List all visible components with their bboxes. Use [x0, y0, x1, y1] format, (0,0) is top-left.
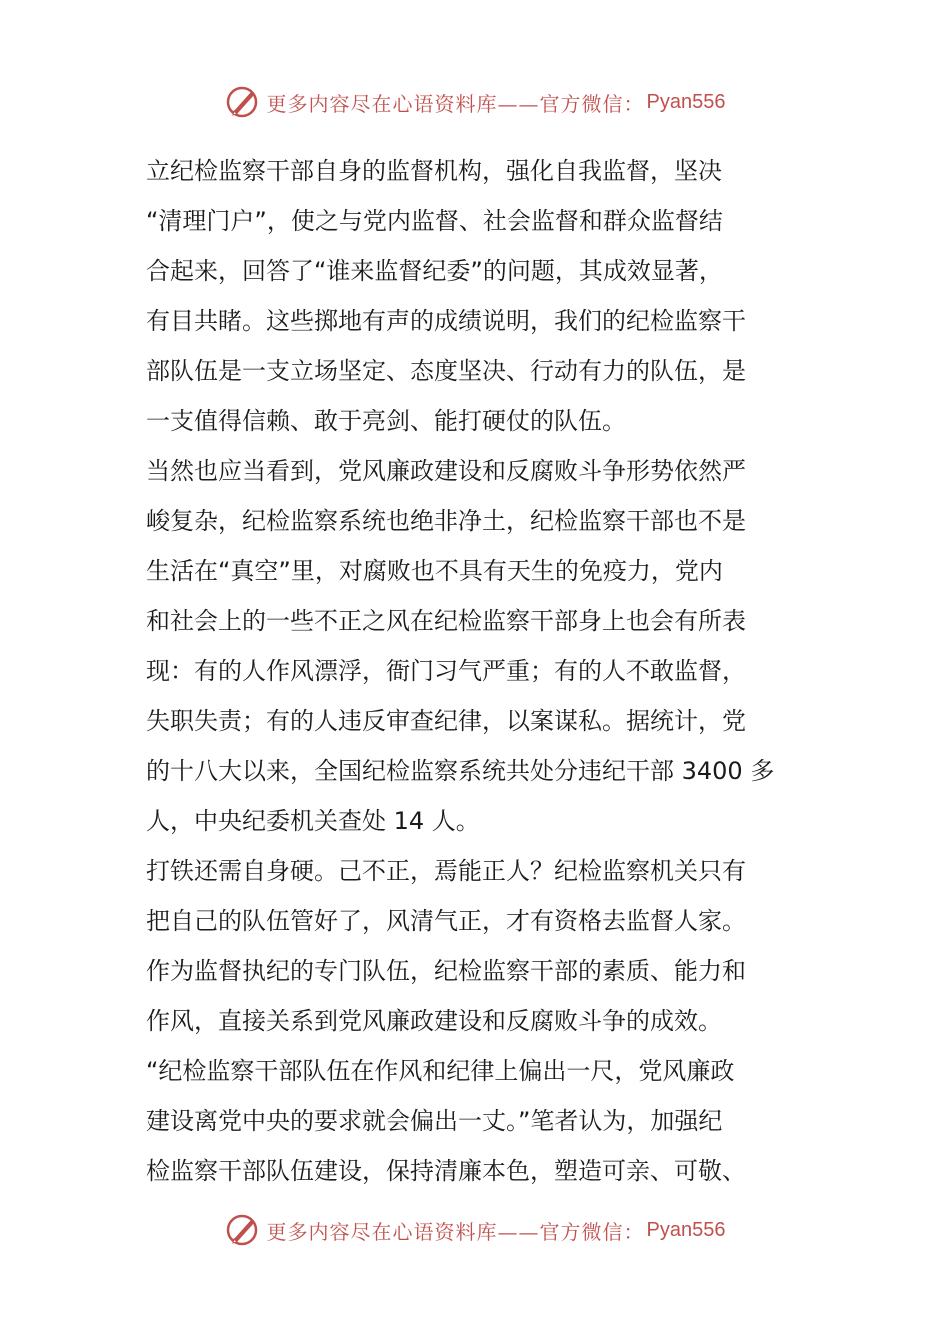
- pen-logo-icon: [225, 1212, 261, 1248]
- text-line: “纪检监察干部队伍在作风和纪律上偏出一尺，党风廉政: [146, 1057, 735, 1085]
- text-line: 合起来，回答了“谁来监督纪委”的问题，其成效显著，: [146, 257, 723, 285]
- banner-wechat-id: Pyan556: [646, 90, 726, 113]
- text-line: 失职失责；有的人违反审查纪律，以案谋私。据统计，党: [146, 707, 746, 735]
- text-line: “清理门户”，使之与党内监督、社会监督和群众监督结: [146, 207, 723, 235]
- text-line: 当然也应当看到，党风廉政建设和反腐败斗争形势依然严: [146, 457, 746, 485]
- text-line: 建设离党中央的要求就会偏出一丈。”笔者认为，加强纪: [146, 1107, 723, 1135]
- text-line: 把自己的队伍管好了，风清气正，才有资格去监督人家。: [146, 907, 746, 935]
- text-line: 立纪检监察干部自身的监督机构，强化自我监督，坚决: [146, 157, 722, 185]
- banner-site-text: 更多内容尽在心语资料库——官方微信：: [266, 1219, 645, 1244]
- text-line: 作为监督执纪的专门队伍，纪检监察干部的素质、能力和: [146, 957, 746, 985]
- text-line: 现：有的人作风漂浮，衙门习气严重；有的人不敢监督，: [146, 657, 746, 685]
- pen-logo-icon: [225, 84, 261, 120]
- text-line: 一支值得信赖、敢于亮剑、能打硬仗的队伍。: [146, 407, 626, 435]
- text-line: 和社会上的一些不正之风在纪检监察干部身上也会有所表: [146, 607, 746, 635]
- text-line: 生活在“真空”里，对腐败也不具有天生的免疫力，党内: [146, 557, 723, 585]
- text-line: 的十八大以来，全国纪检监察系统共处分违纪干部 3400 多: [146, 757, 775, 785]
- header-banner: [0, 80, 950, 124]
- banner-site-text: 更多内容尽在心语资料库——官方微信：: [266, 91, 645, 116]
- text-line: 部队伍是一支立场坚定、态度坚决、行动有力的队伍，是: [146, 357, 746, 385]
- document-body: [146, 146, 810, 1196]
- text-line: 检监察干部队伍建设，保持清廉本色，塑造可亲、可敬、: [146, 1157, 746, 1185]
- text-line: 有目共睹。这些掷地有声的成绩说明，我们的纪检监察干: [146, 307, 746, 335]
- text-line: 作风，直接关系到党风廉政建设和反腐败斗争的成效。: [146, 1007, 722, 1035]
- text-line: 人，中央纪委机关查处 14 人。: [146, 807, 480, 835]
- footer-banner: [0, 1208, 950, 1252]
- text-line: 峻复杂，纪检监察系统也绝非净土，纪检监察干部也不是: [146, 507, 746, 535]
- banner-wechat-id: Pyan556: [646, 1218, 726, 1241]
- text-line: 打铁还需自身硬。己不正，焉能正人？纪检监察机关只有: [146, 857, 746, 885]
